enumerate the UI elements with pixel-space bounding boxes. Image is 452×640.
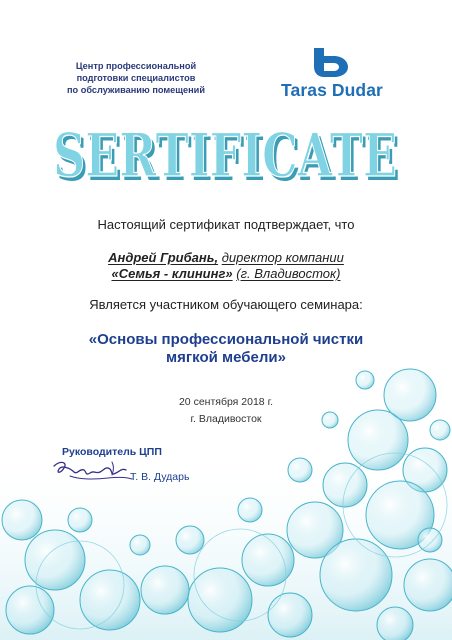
course-title-line-2: мягкой мебели» (166, 349, 286, 366)
confirmation-text: Настоящий сертификат подтверждает, что (97, 217, 355, 232)
recipient-company: «Семья - клининг» (111, 266, 233, 281)
recipient-position: директор компании (221, 250, 344, 265)
recipient-city: (г. Владивосток) (236, 266, 341, 281)
organization-name (56, 60, 216, 96)
organization-line-1: Центр профессиональной (75, 61, 197, 71)
recipient-line-1 (0, 250, 452, 265)
taras-dudar-logo-icon (310, 44, 352, 78)
participant-text: Является участником обучающего семинара: (89, 297, 363, 312)
certificate-title-shadow: SERTIFICATE (56, 125, 400, 188)
handwritten-signature (50, 456, 136, 486)
signer-role: Руководитель ЦПП (62, 446, 162, 458)
certificate-title-text: SERTIFICATE (53, 121, 397, 188)
logo-name: Taras Dudar (281, 80, 383, 100)
recipient-name: Андрей Грибань, (108, 250, 219, 265)
issue-date: 20 сентября 2018 г. (178, 396, 274, 408)
taras-dudar-logo (276, 44, 396, 100)
recipient-line-2 (0, 266, 452, 281)
signer-name: Т. В. Дударь (130, 471, 190, 483)
certificate-title (50, 114, 402, 188)
issue-place: г. Владивосток (190, 413, 262, 425)
organization-line-2: подготовки специалистов (76, 73, 196, 83)
course-title-line-1: «Основы профессиональной чистки (88, 331, 364, 348)
organization-line-3: по обслуживанию помещений (67, 85, 205, 95)
